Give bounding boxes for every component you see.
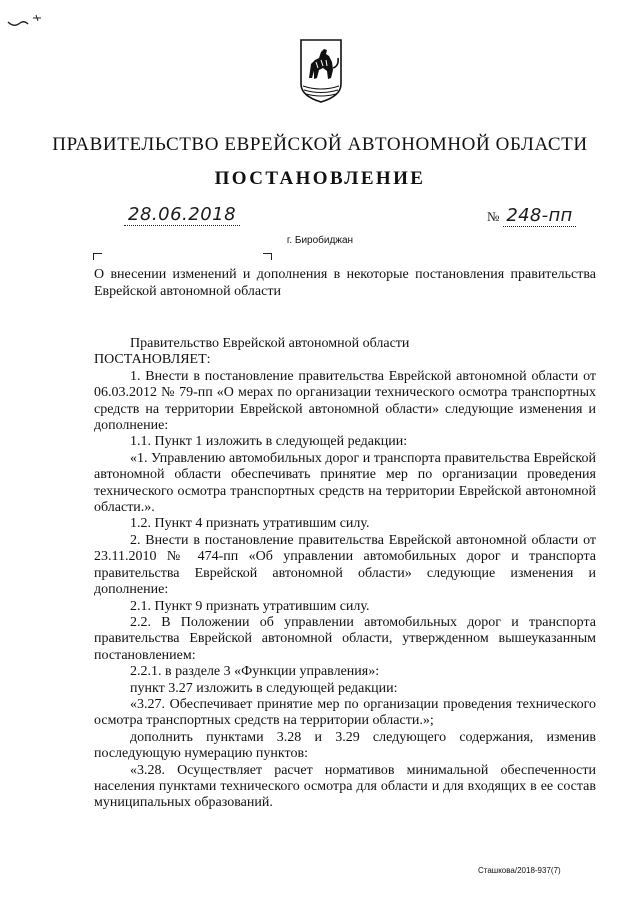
coat-of-arms-icon <box>299 38 343 104</box>
handwritten-mark <box>6 12 46 32</box>
footer-code: Сташкова/2018-937(7) <box>478 866 561 875</box>
document-number: 248-пп <box>503 205 575 227</box>
subject-bracket-right <box>263 253 272 260</box>
body-paragraph: 2. Внести в постановление правительства Еврейской автономной области от 23.11.2010 № 474-пп «Об управлении автомобильных дорог и транспорта правительства Еврейской автономной области» следующие изменения и дополнение: <box>94 532 596 598</box>
body-paragraph: 2.2. В Положении об управлении автомобильных дорог и транспорта правительства Еврейской автономной области, утвержденном вышеуказанным постановлением: <box>94 614 596 663</box>
document-date: 28.06.2018 <box>124 205 240 226</box>
document-body <box>94 336 596 812</box>
body-paragraph: «3.28. Осуществляет расчет нормативов минимальной обеспеченности населения пунктами технического осмотра для области и для входящих в ее состав муниципальных образований. <box>94 762 596 811</box>
body-paragraph: «1. Управлению автомобильных дорог и транспорта правительства Еврейской автономной области обеспечивать принятие мер по организации проведения технического осмотра транспортных средств на территории Еврейской автономной области.». <box>94 450 596 516</box>
government-title: ПРАВИТЕЛЬСТВО ЕВРЕЙСКОЙ АВТОНОМНОЙ ОБЛАСТИ <box>52 134 588 155</box>
body-paragraph: пункт 3.27 изложить в следующей редакции: <box>130 680 398 696</box>
body-paragraph: 1. Внести в постановление правительства Еврейской автономной области от 06.03.2012 № 79-пп «О мерах по организации технического осмотра транспортных средств на территории Еврейской автономной области» следующие изменения и дополнение: <box>94 368 596 434</box>
subject-bracket-left <box>93 253 102 260</box>
city-label: г. Биробиджан <box>286 235 354 246</box>
body-paragraph: «3.27. Обеспечивает принятие мер по организации проведения технического осмотра транспортных средств на территории области.»; <box>94 696 596 729</box>
body-paragraph: 1.2. Пункт 4 признать утратившим силу. <box>130 516 370 532</box>
body-paragraph: 2.1. Пункт 9 признать утратившим силу. <box>130 598 370 614</box>
resolves-line: ПОСТАНОВЛЯЕТ: <box>94 352 211 368</box>
document-subject: О внесении изменений и дополнения в некоторые постановления правительства Еврейской автономной области <box>94 267 596 299</box>
body-paragraph: 1.1. Пункт 1 изложить в следующей редакции: <box>130 434 408 450</box>
document-type-title: ПОСТАНОВЛЕНИЕ <box>214 168 426 189</box>
document-number-block <box>487 205 576 227</box>
preamble-line: Правительство Еврейской автономной области <box>130 336 410 351</box>
body-paragraph: 2.2.1. в разделе 3 «Функции управления»: <box>130 664 380 680</box>
number-sign: № <box>487 209 500 224</box>
body-paragraph: дополнить пунктами 3.28 и 3.29 следующего содержания, изменив последующую нумерацию пунктов: <box>94 729 596 762</box>
